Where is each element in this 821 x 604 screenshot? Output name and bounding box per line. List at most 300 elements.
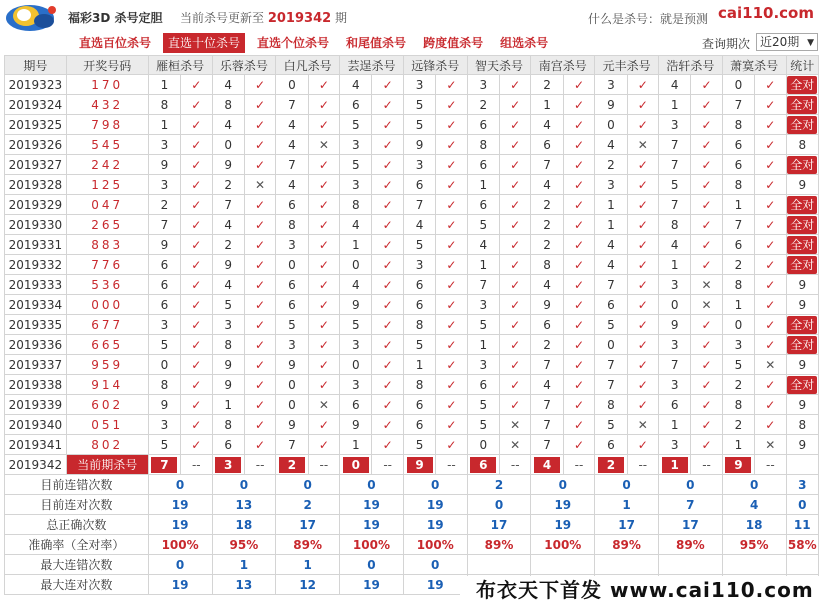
winning-number-cell: 798 bbox=[66, 115, 148, 135]
correct-count: 9 bbox=[798, 357, 807, 372]
app-title: 福彩3D 杀号定胆 bbox=[68, 11, 163, 25]
total-cell bbox=[786, 115, 818, 135]
kill-number-cell: 6 bbox=[148, 295, 180, 315]
current-kill-cell bbox=[531, 455, 563, 475]
check-icon: ✓ bbox=[563, 255, 594, 275]
kill-number-cell: 6 bbox=[340, 395, 372, 415]
period-cell: 2019326 bbox=[5, 135, 67, 155]
kill-number-cell: 1 bbox=[722, 195, 754, 215]
col-header-expert[interactable]: 浩轩杀号 bbox=[658, 56, 722, 75]
kill-number-cell: 0 bbox=[595, 335, 627, 355]
table-row bbox=[5, 255, 819, 275]
update-suffix: 期 bbox=[335, 11, 348, 25]
check-icon: ✓ bbox=[563, 215, 594, 235]
kill-number-cell: 1 bbox=[595, 195, 627, 215]
stat-value: 19 bbox=[403, 515, 467, 535]
check-icon: ✓ bbox=[308, 375, 339, 395]
check-icon: ✓ bbox=[627, 175, 658, 195]
period-cell: 2019331 bbox=[5, 235, 67, 255]
tab-6[interactable]: 组选杀号 bbox=[500, 36, 549, 50]
check-icon: ✓ bbox=[500, 95, 531, 115]
check-icon: ✓ bbox=[563, 75, 594, 95]
stat-value: 100% bbox=[531, 535, 595, 555]
kill-number-cell: 5 bbox=[403, 335, 435, 355]
stat-value: 19 bbox=[340, 495, 404, 515]
kill-number-cell: 9 bbox=[148, 155, 180, 175]
check-icon: ✓ bbox=[563, 315, 594, 335]
pending-mark: -- bbox=[755, 455, 786, 475]
stat-value: 89% bbox=[658, 535, 722, 555]
kill-number-cell: 4 bbox=[340, 215, 372, 235]
tab-4[interactable]: 和尾值杀号 bbox=[346, 36, 407, 50]
cross-icon: ✕ bbox=[691, 275, 722, 295]
check-icon: ✓ bbox=[244, 75, 275, 95]
kill-number-cell: 3 bbox=[340, 335, 372, 355]
kill-number-cell: 1 bbox=[595, 215, 627, 235]
check-icon: ✓ bbox=[181, 115, 212, 135]
cross-icon: ✕ bbox=[308, 135, 339, 155]
tab-5[interactable]: 跨度值杀号 bbox=[423, 36, 484, 50]
kill-number-cell: 1 bbox=[658, 95, 690, 115]
check-icon: ✓ bbox=[691, 435, 722, 455]
check-icon: ✓ bbox=[308, 175, 339, 195]
kill-number-cell: 9 bbox=[148, 395, 180, 415]
current-kill-number: 6 bbox=[470, 457, 496, 473]
col-header-expert[interactable]: 雁桓杀号 bbox=[148, 56, 212, 75]
check-icon: ✓ bbox=[244, 335, 275, 355]
total-cell bbox=[786, 375, 818, 395]
tab-2[interactable]: 直选十位杀号 bbox=[163, 33, 245, 53]
winning-number-cell: 959 bbox=[66, 355, 148, 375]
check-icon: ✓ bbox=[308, 335, 339, 355]
kill-number-cell: 3 bbox=[403, 155, 435, 175]
stat-label: 总正确次数 bbox=[5, 515, 149, 535]
kill-number-cell: 0 bbox=[340, 355, 372, 375]
col-header-expert[interactable]: 智天杀号 bbox=[467, 56, 531, 75]
check-icon: ✓ bbox=[244, 235, 275, 255]
kill-number-cell: 6 bbox=[467, 375, 499, 395]
stat-value: 7 bbox=[658, 495, 722, 515]
check-icon: ✓ bbox=[244, 95, 275, 115]
kill-number-cell: 4 bbox=[595, 235, 627, 255]
kill-number-cell: 5 bbox=[403, 435, 435, 455]
update-prefix: 当前杀号更新至 bbox=[180, 11, 265, 25]
check-icon: ✓ bbox=[436, 195, 467, 215]
kill-number-cell: 7 bbox=[212, 195, 244, 215]
col-header-expert[interactable]: 元丰杀号 bbox=[595, 56, 659, 75]
correct-count: 8 bbox=[798, 137, 807, 152]
watermark: 布衣天下首发 www.cai110.com bbox=[460, 576, 821, 604]
kill-number-cell: 8 bbox=[722, 275, 754, 295]
check-icon: ✓ bbox=[308, 415, 339, 435]
check-icon: ✓ bbox=[372, 395, 403, 415]
check-icon: ✓ bbox=[691, 195, 722, 215]
kill-number-cell: 0 bbox=[212, 135, 244, 155]
stat-value: 0 bbox=[658, 475, 722, 495]
all-correct-badge: 全对 bbox=[787, 96, 817, 114]
stat-total: 58% bbox=[786, 535, 818, 555]
current-kill-number: 0 bbox=[343, 457, 369, 473]
kill-number-cell: 5 bbox=[148, 435, 180, 455]
kill-number-cell: 4 bbox=[658, 235, 690, 255]
kill-number-cell: 6 bbox=[276, 195, 308, 215]
kill-number-cell: 6 bbox=[403, 395, 435, 415]
cross-icon: ✕ bbox=[627, 415, 658, 435]
period-cell: 2019329 bbox=[5, 195, 67, 215]
table-row bbox=[5, 275, 819, 295]
check-icon: ✓ bbox=[372, 415, 403, 435]
table-row bbox=[5, 415, 819, 435]
check-icon: ✓ bbox=[372, 355, 403, 375]
kill-number-cell: 7 bbox=[658, 135, 690, 155]
kill-number-cell: 5 bbox=[467, 415, 499, 435]
kill-number-cell: 9 bbox=[276, 415, 308, 435]
kill-number-cell: 5 bbox=[403, 95, 435, 115]
header-row bbox=[5, 56, 819, 75]
current-kill-cell bbox=[658, 455, 690, 475]
check-icon: ✓ bbox=[755, 275, 786, 295]
all-correct-badge: 全对 bbox=[787, 316, 817, 334]
check-icon: ✓ bbox=[691, 355, 722, 375]
period-cell: 2019325 bbox=[5, 115, 67, 135]
cross-icon: ✕ bbox=[627, 135, 658, 155]
col-header-expert[interactable]: 远锋杀号 bbox=[403, 56, 467, 75]
kill-number-cell: 8 bbox=[722, 175, 754, 195]
what-is-kill-link[interactable]: 什么是杀号：就是预测 bbox=[588, 12, 709, 26]
stat-value: 19 bbox=[148, 495, 212, 515]
kill-number-cell: 3 bbox=[212, 315, 244, 335]
stat-value: 1 bbox=[595, 495, 659, 515]
check-icon: ✓ bbox=[181, 135, 212, 155]
check-icon: ✓ bbox=[436, 315, 467, 335]
check-icon: ✓ bbox=[500, 395, 531, 415]
pending-mark: -- bbox=[372, 455, 403, 475]
check-icon: ✓ bbox=[500, 135, 531, 155]
table-row bbox=[5, 115, 819, 135]
check-icon: ✓ bbox=[755, 315, 786, 335]
col-header-expert[interactable]: 萧寞杀号 bbox=[722, 56, 786, 75]
stats-row bbox=[5, 495, 819, 515]
check-icon: ✓ bbox=[755, 95, 786, 115]
check-icon: ✓ bbox=[500, 155, 531, 175]
check-icon: ✓ bbox=[181, 235, 212, 255]
kill-number-cell: 4 bbox=[212, 275, 244, 295]
kill-number-cell: 7 bbox=[531, 415, 563, 435]
check-icon: ✓ bbox=[181, 275, 212, 295]
check-icon: ✓ bbox=[563, 415, 594, 435]
tab-1[interactable]: 直选百位杀号 bbox=[79, 36, 152, 50]
check-icon: ✓ bbox=[691, 95, 722, 115]
check-icon: ✓ bbox=[181, 415, 212, 435]
check-icon: ✓ bbox=[691, 315, 722, 335]
kill-number-cell: 3 bbox=[276, 335, 308, 355]
stat-value: 100% bbox=[340, 535, 404, 555]
stat-value: 17 bbox=[467, 515, 531, 535]
chevron-down-icon: ▼ bbox=[807, 38, 814, 48]
current-kill-cell bbox=[595, 455, 627, 475]
period-cell: 2019335 bbox=[5, 315, 67, 335]
kill-number-cell: 1 bbox=[212, 395, 244, 415]
kill-number-cell: 7 bbox=[722, 215, 754, 235]
stat-value: 0 bbox=[595, 475, 659, 495]
period-cell: 2019342 bbox=[5, 455, 67, 475]
stat-value: 17 bbox=[276, 515, 340, 535]
check-icon: ✓ bbox=[563, 115, 594, 135]
kill-number-cell: 2 bbox=[148, 195, 180, 215]
check-icon: ✓ bbox=[500, 75, 531, 95]
stat-value bbox=[531, 555, 595, 575]
kill-number-cell: 7 bbox=[148, 215, 180, 235]
check-icon: ✓ bbox=[181, 95, 212, 115]
kill-number-cell: 0 bbox=[340, 255, 372, 275]
stat-value: 18 bbox=[722, 515, 786, 535]
current-kill-cell bbox=[212, 455, 244, 475]
winning-number-cell: 545 bbox=[66, 135, 148, 155]
total-cell bbox=[786, 335, 818, 355]
table-row bbox=[5, 175, 819, 195]
kill-number-cell: 4 bbox=[276, 135, 308, 155]
check-icon: ✓ bbox=[627, 355, 658, 375]
col-header-expert[interactable]: 芸逞杀号 bbox=[340, 56, 404, 75]
kill-number-cell: 5 bbox=[403, 115, 435, 135]
check-icon: ✓ bbox=[244, 295, 275, 315]
kill-number-cell: 5 bbox=[467, 395, 499, 415]
winning-number-cell: 000 bbox=[66, 295, 148, 315]
stat-label: 目前连对次数 bbox=[5, 495, 149, 515]
period-cell: 2019332 bbox=[5, 255, 67, 275]
kill-type-tabs bbox=[74, 33, 560, 53]
check-icon: ✓ bbox=[181, 335, 212, 355]
check-icon: ✓ bbox=[436, 415, 467, 435]
kill-number-cell: 3 bbox=[658, 375, 690, 395]
all-correct-badge: 全对 bbox=[787, 336, 817, 354]
kill-number-cell: 7 bbox=[658, 155, 690, 175]
current-kill-cell bbox=[276, 455, 308, 475]
check-icon: ✓ bbox=[563, 235, 594, 255]
check-icon: ✓ bbox=[691, 375, 722, 395]
kill-number-cell: 8 bbox=[212, 415, 244, 435]
site-logo[interactable]: cai110.com bbox=[718, 4, 814, 22]
kill-number-cell: 3 bbox=[658, 435, 690, 455]
kill-number-cell: 7 bbox=[276, 435, 308, 455]
kill-number-cell: 9 bbox=[148, 235, 180, 255]
col-header-expert[interactable]: 乐蓉杀号 bbox=[212, 56, 276, 75]
check-icon: ✓ bbox=[691, 335, 722, 355]
kill-number-cell: 3 bbox=[403, 255, 435, 275]
kill-number-cell: 9 bbox=[212, 375, 244, 395]
kill-number-cell: 7 bbox=[531, 155, 563, 175]
kill-number-cell: 9 bbox=[212, 155, 244, 175]
check-icon: ✓ bbox=[308, 115, 339, 135]
kill-number-cell: 2 bbox=[722, 375, 754, 395]
query-period-label: 查询期次 bbox=[702, 37, 751, 51]
period-select[interactable] bbox=[756, 33, 818, 51]
kill-number-cell: 8 bbox=[595, 395, 627, 415]
all-correct-badge: 全对 bbox=[787, 376, 817, 394]
stat-value: 4 bbox=[722, 495, 786, 515]
check-icon: ✓ bbox=[244, 275, 275, 295]
kill-number-cell: 0 bbox=[276, 75, 308, 95]
kill-number-cell: 4 bbox=[340, 75, 372, 95]
winning-number-cell: 265 bbox=[66, 215, 148, 235]
winning-number-cell: 125 bbox=[66, 175, 148, 195]
kill-number-cell: 7 bbox=[595, 355, 627, 375]
stat-value: 0 bbox=[148, 475, 212, 495]
page-header bbox=[0, 0, 821, 33]
kill-number-cell: 7 bbox=[467, 275, 499, 295]
kill-number-table bbox=[4, 55, 819, 595]
kill-number-cell: 4 bbox=[212, 75, 244, 95]
check-icon: ✓ bbox=[244, 355, 275, 375]
cross-icon: ✕ bbox=[244, 175, 275, 195]
stats-row bbox=[5, 555, 819, 575]
stat-value: 19 bbox=[148, 575, 212, 595]
check-icon: ✓ bbox=[563, 135, 594, 155]
check-icon: ✓ bbox=[181, 295, 212, 315]
stat-value: 0 bbox=[276, 475, 340, 495]
kill-number-cell: 5 bbox=[467, 215, 499, 235]
check-icon: ✓ bbox=[500, 255, 531, 275]
check-icon: ✓ bbox=[755, 175, 786, 195]
kill-number-cell: 4 bbox=[403, 215, 435, 235]
current-kill-label: 当前期杀号 bbox=[66, 455, 148, 475]
kill-number-cell: 4 bbox=[531, 375, 563, 395]
stat-value: 12 bbox=[276, 575, 340, 595]
kill-number-cell: 6 bbox=[722, 155, 754, 175]
cross-icon: ✕ bbox=[308, 395, 339, 415]
stat-label: 准确率（全对率） bbox=[5, 535, 149, 555]
winning-number-cell: 802 bbox=[66, 435, 148, 455]
check-icon: ✓ bbox=[308, 215, 339, 235]
total-cell bbox=[786, 275, 818, 295]
check-icon: ✓ bbox=[372, 155, 403, 175]
kill-number-cell: 1 bbox=[722, 435, 754, 455]
total-cell bbox=[786, 135, 818, 155]
check-icon: ✓ bbox=[627, 255, 658, 275]
check-icon: ✓ bbox=[244, 155, 275, 175]
kill-number-cell: 7 bbox=[403, 195, 435, 215]
current-kill-cell bbox=[467, 455, 499, 475]
all-correct-badge: 全对 bbox=[787, 76, 817, 94]
check-icon: ✓ bbox=[755, 75, 786, 95]
kill-number-cell: 8 bbox=[212, 95, 244, 115]
check-icon: ✓ bbox=[500, 295, 531, 315]
kill-number-cell: 1 bbox=[722, 295, 754, 315]
check-icon: ✓ bbox=[627, 395, 658, 415]
total-cell bbox=[786, 395, 818, 415]
table-row bbox=[5, 95, 819, 115]
kill-number-cell: 7 bbox=[595, 375, 627, 395]
kill-number-cell: 4 bbox=[340, 275, 372, 295]
winning-number-cell: 047 bbox=[66, 195, 148, 215]
winning-number-cell: 776 bbox=[66, 255, 148, 275]
kill-number-cell: 3 bbox=[658, 115, 690, 135]
kill-number-cell: 6 bbox=[658, 395, 690, 415]
check-icon: ✓ bbox=[181, 435, 212, 455]
check-icon: ✓ bbox=[500, 215, 531, 235]
check-icon: ✓ bbox=[372, 335, 403, 355]
kill-number-cell: 0 bbox=[722, 315, 754, 335]
winning-number-cell: 051 bbox=[66, 415, 148, 435]
kill-number-cell: 3 bbox=[148, 315, 180, 335]
kill-number-cell: 1 bbox=[467, 335, 499, 355]
kill-number-cell: 5 bbox=[340, 155, 372, 175]
check-icon: ✓ bbox=[755, 375, 786, 395]
current-kill-number: 4 bbox=[534, 457, 560, 473]
winning-number-cell: 432 bbox=[66, 95, 148, 115]
kill-number-cell: 5 bbox=[212, 295, 244, 315]
check-icon: ✓ bbox=[755, 335, 786, 355]
kill-number-cell: 0 bbox=[467, 435, 499, 455]
check-icon: ✓ bbox=[691, 115, 722, 135]
check-icon: ✓ bbox=[372, 295, 403, 315]
pending-mark: -- bbox=[627, 455, 658, 475]
kill-number-cell: 2 bbox=[531, 75, 563, 95]
check-icon: ✓ bbox=[500, 335, 531, 355]
winning-number-cell: 677 bbox=[66, 315, 148, 335]
kill-number-cell: 8 bbox=[148, 375, 180, 395]
kill-number-cell: 6 bbox=[467, 115, 499, 135]
kill-number-cell: 3 bbox=[403, 75, 435, 95]
table-row bbox=[5, 195, 819, 215]
kill-number-cell: 8 bbox=[722, 115, 754, 135]
check-icon: ✓ bbox=[244, 135, 275, 155]
stat-value: 89% bbox=[595, 535, 659, 555]
table-row bbox=[5, 295, 819, 315]
kill-number-cell: 1 bbox=[531, 95, 563, 115]
table-row bbox=[5, 235, 819, 255]
kill-number-cell: 9 bbox=[403, 135, 435, 155]
col-header-expert[interactable]: 白凡杀号 bbox=[276, 56, 340, 75]
check-icon: ✓ bbox=[627, 235, 658, 255]
check-icon: ✓ bbox=[691, 395, 722, 415]
kill-number-cell: 6 bbox=[722, 135, 754, 155]
winning-number-cell: 914 bbox=[66, 375, 148, 395]
stats-row bbox=[5, 535, 819, 555]
check-icon: ✓ bbox=[181, 195, 212, 215]
check-icon: ✓ bbox=[500, 375, 531, 395]
period-cell: 2019328 bbox=[5, 175, 67, 195]
check-icon: ✓ bbox=[500, 195, 531, 215]
correct-count: 9 bbox=[798, 297, 807, 312]
kill-number-cell: 8 bbox=[340, 195, 372, 215]
check-icon: ✓ bbox=[181, 75, 212, 95]
stats-row bbox=[5, 475, 819, 495]
check-icon: ✓ bbox=[691, 175, 722, 195]
pending-mark: -- bbox=[181, 455, 212, 475]
kill-number-cell: 2 bbox=[722, 415, 754, 435]
tab-3[interactable]: 直选个位杀号 bbox=[257, 36, 330, 50]
kill-number-cell: 3 bbox=[467, 75, 499, 95]
check-icon: ✓ bbox=[563, 155, 594, 175]
kill-number-cell: 9 bbox=[595, 95, 627, 115]
kill-number-cell: 6 bbox=[531, 135, 563, 155]
stat-value: 1 bbox=[212, 555, 276, 575]
kill-number-cell: 1 bbox=[148, 75, 180, 95]
stat-value: 0 bbox=[403, 555, 467, 575]
kill-number-cell: 7 bbox=[595, 275, 627, 295]
current-kill-number: 1 bbox=[662, 457, 688, 473]
col-header-expert[interactable]: 南宫杀号 bbox=[531, 56, 595, 75]
check-icon: ✓ bbox=[755, 155, 786, 175]
kill-number-cell: 1 bbox=[658, 415, 690, 435]
period-cell: 2019339 bbox=[5, 395, 67, 415]
pending-mark: -- bbox=[308, 455, 339, 475]
stat-value: 19 bbox=[403, 495, 467, 515]
total-cell bbox=[786, 95, 818, 115]
period-cell: 2019323 bbox=[5, 75, 67, 95]
kill-number-cell: 0 bbox=[276, 255, 308, 275]
